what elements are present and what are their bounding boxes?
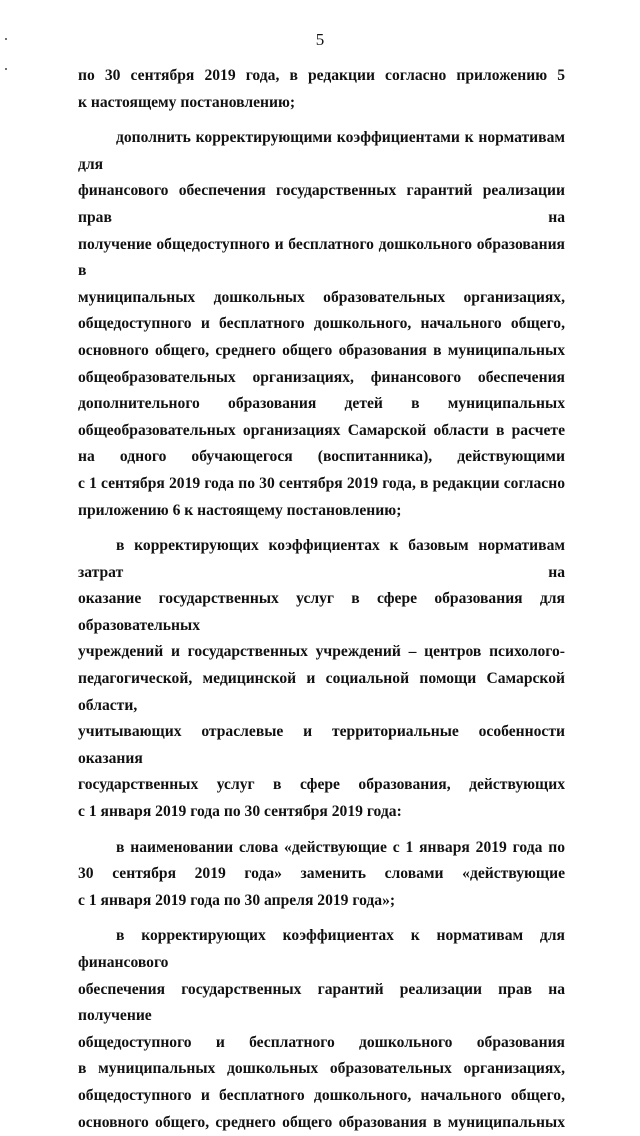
text-line: общеобразовательных организациях, финансового обеспечения	[78, 368, 565, 386]
text-line: в корректирующих коэффициентах к нормативам для финансового	[78, 927, 565, 971]
text-line: приложению 6 к настоящему постановлению;	[78, 501, 402, 519]
text-line: 30 сентября 2019 года» заменить словами «действующие	[78, 865, 565, 883]
paragraph	[78, 835, 565, 915]
text-line: учитывающих отраслевые и территориальные особенности оказания	[78, 723, 565, 767]
paragraph	[78, 125, 565, 524]
text-line: получение общедоступного и бесплатного дошкольного образования в	[78, 235, 565, 280]
text-line: к настоящему постановлению;	[78, 93, 296, 111]
text-line: финансового обеспечения государственных гарантий реализации прав на	[78, 182, 565, 226]
document-body	[78, 63, 565, 1136]
page-number: 5	[315, 30, 325, 49]
text-line: общедоступного и бесплатного дошкольного, начального общего,	[78, 315, 565, 333]
paragraph	[78, 923, 565, 1136]
text-line: с 1 января 2019 года по 30 апреля 2019 года»;	[78, 891, 396, 909]
paragraph	[78, 533, 565, 826]
text-line: педагогической, медицинской и социальной помощи Самарской области,	[78, 670, 565, 714]
text-line: на одного обучающегося (воспитанника), действующими	[78, 448, 565, 466]
text-line: государственных услуг в сфере образования, действующих	[78, 776, 565, 794]
text-line: в корректирующих коэффициентах к базовым нормативам затрат на	[78, 537, 565, 581]
text-line: основного общего, среднего общего образования в муниципальных	[78, 1113, 565, 1131]
text-line: учреждений и государственных учреждений – центров психолого-	[78, 643, 565, 661]
text-line: общеобразовательных организациях Самарской области в расчете	[78, 421, 565, 439]
text-line: с 1 января 2019 года по 30 сентября 2019 года:	[78, 803, 402, 821]
text-line: по 30 сентября 2019 года, в редакции согласно приложению 5	[78, 67, 565, 84]
scan-speck	[5, 68, 7, 70]
paragraph	[78, 63, 565, 116]
text-line: с 1 сентября 2019 года по 30 сентября 2019 года, в редакции согласно	[78, 474, 565, 492]
text-line: дополнить корректирующими коэффициентами к нормативам для	[78, 129, 565, 173]
text-line: дополнительного образования детей в муниципальных	[78, 395, 565, 413]
text-line: общедоступного и бесплатного дошкольного образования	[78, 1033, 565, 1051]
text-line: в муниципальных дошкольных образовательных организациях,	[78, 1060, 565, 1078]
text-line: общедоступного и бесплатного дошкольного, начального общего,	[78, 1086, 565, 1104]
text-line: в наименовании слова «действующие с 1 января 2019 года по	[116, 838, 565, 856]
text-line: основного общего, среднего общего образования в муниципальных	[78, 341, 565, 359]
text-line: муниципальных дошкольных образовательных организациях,	[78, 288, 565, 306]
text-line: обеспечения государственных гарантий реализации прав на получение	[78, 980, 565, 1025]
text-line: оказание государственных услуг в сфере образования для образовательных	[78, 590, 565, 634]
